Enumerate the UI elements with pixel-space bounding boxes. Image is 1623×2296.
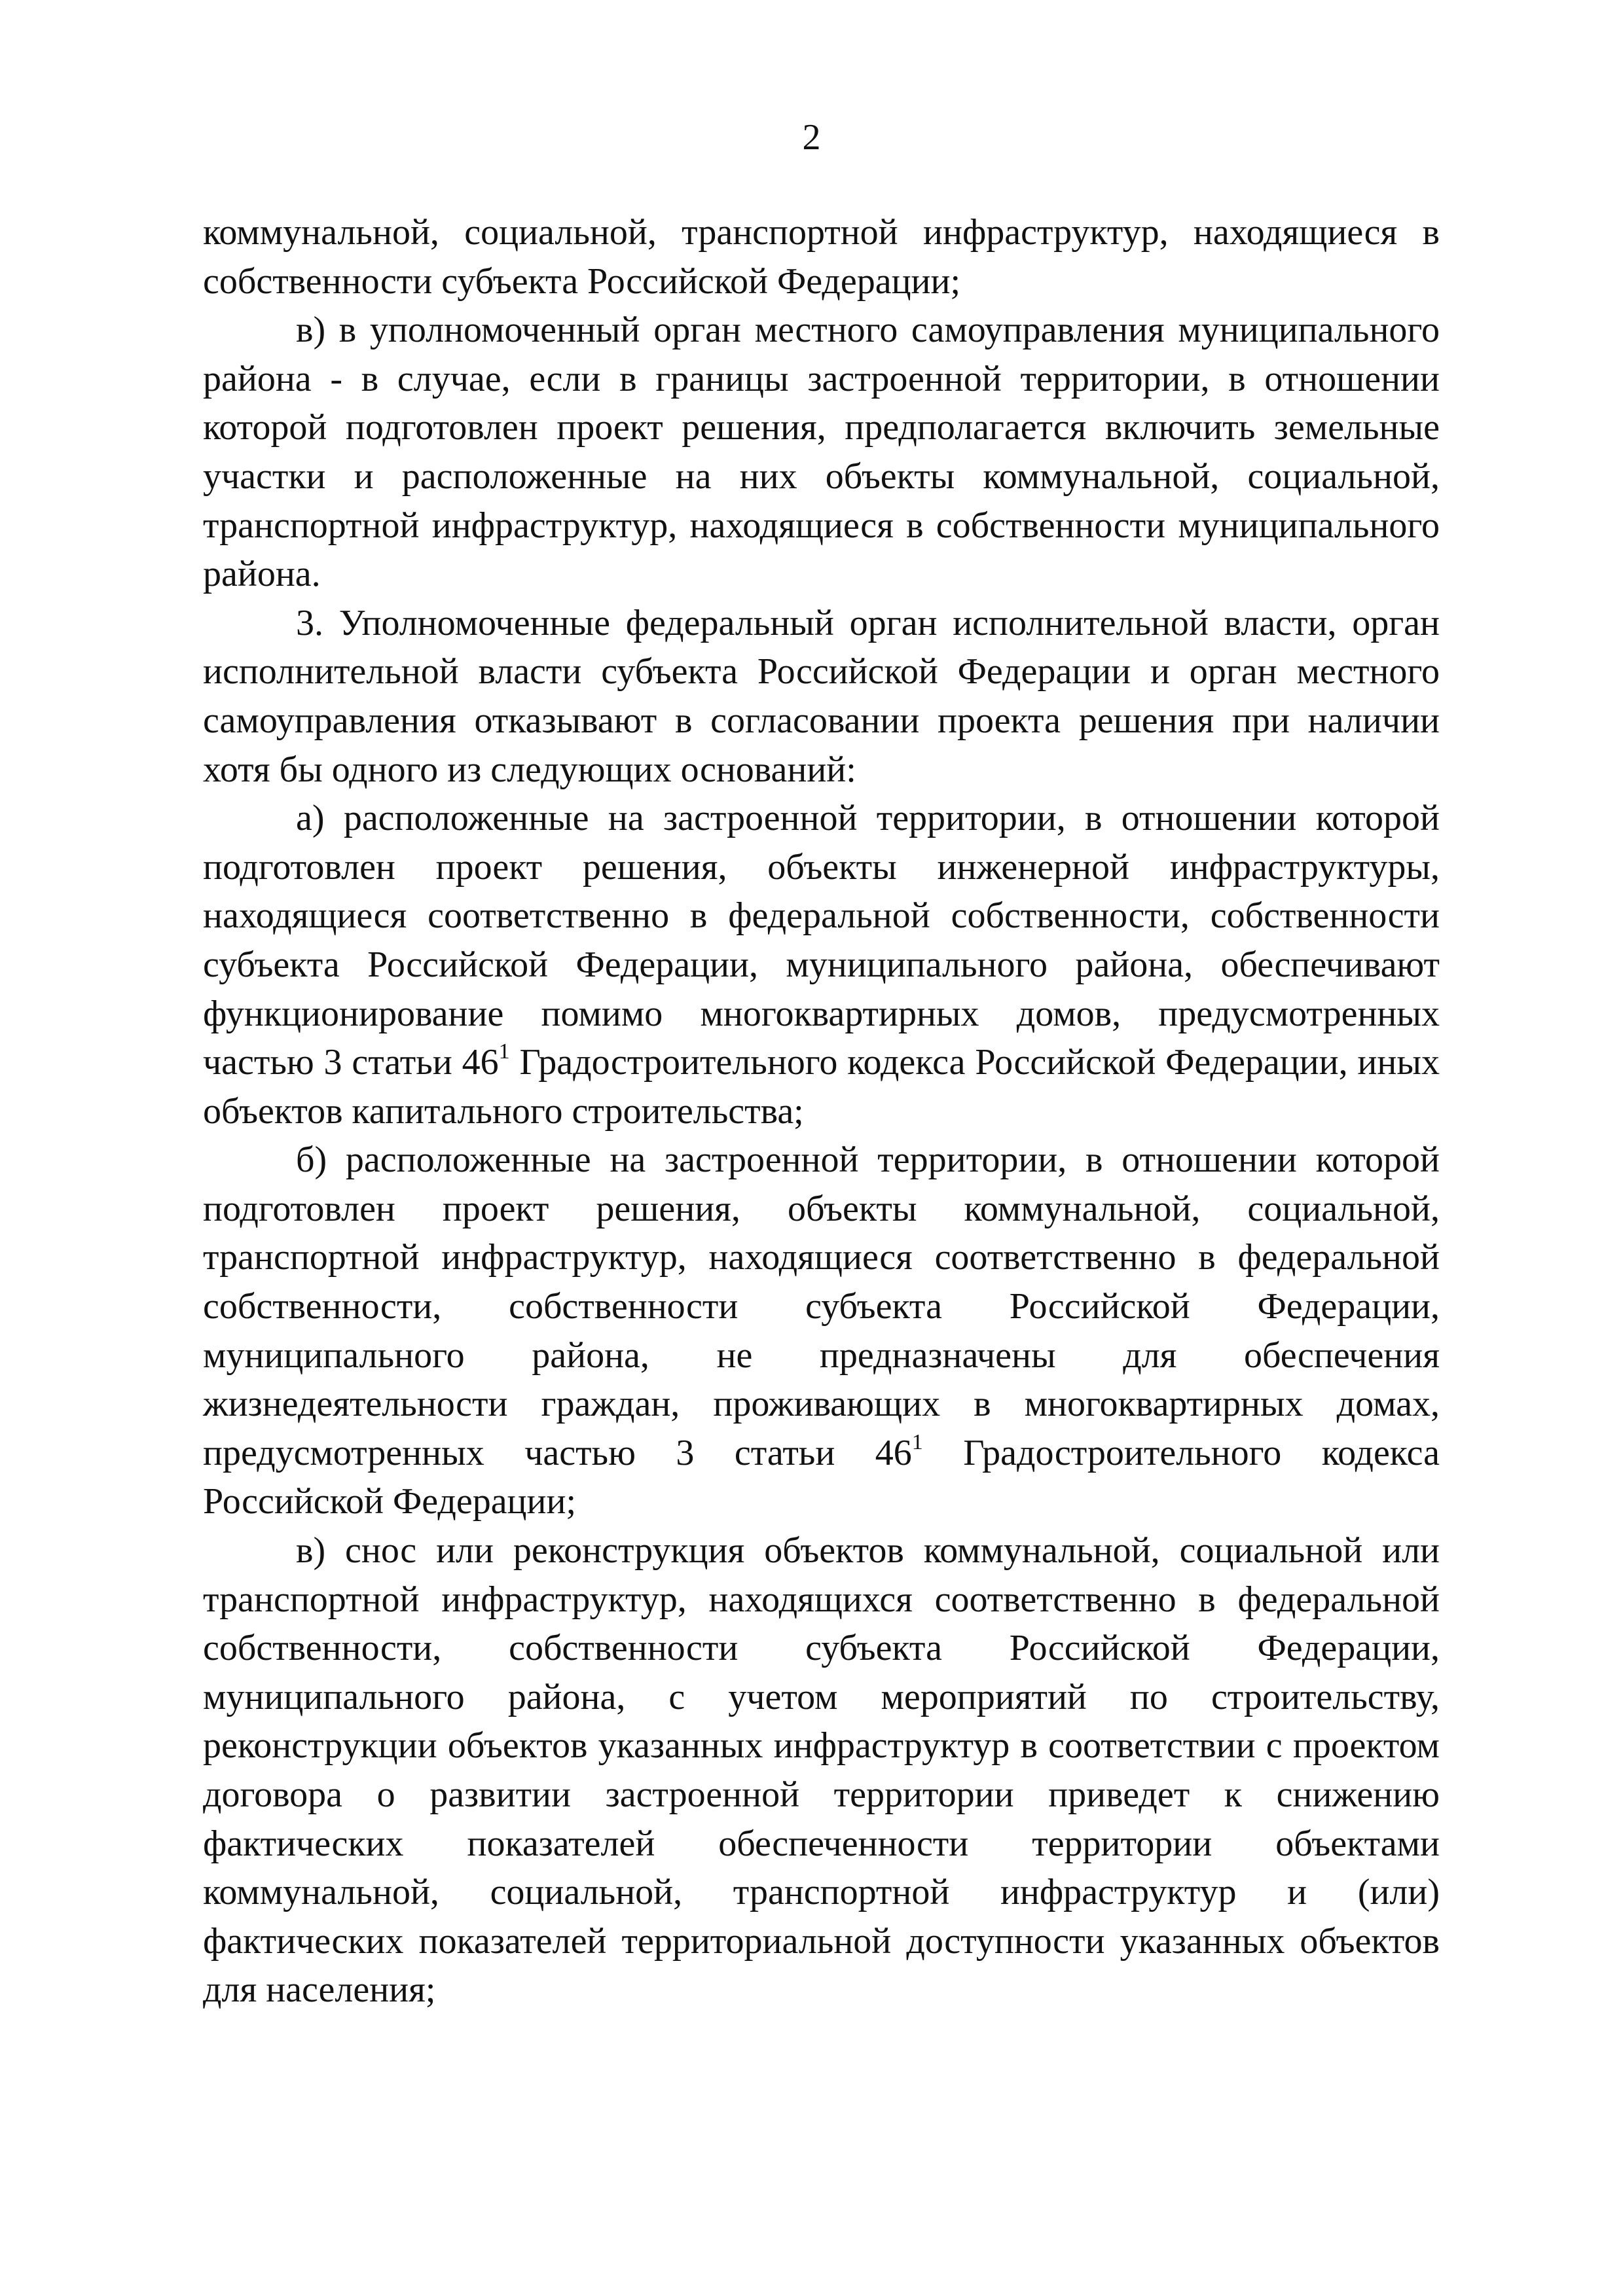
paragraph-item-a-text: а) расположенные на застроенной территории, в отношении которой подготовлен проект решения, объекты инженерной инфраструктуры, находящиеся соответственно в федеральной собственности, собственности субъекта Российской Федерации, муниципального района, обеспечивают функционирование помимо многоквартирных домов, предусмотренных частью 3 статьи 46 [203, 798, 1440, 1083]
page-number: 2 [802, 117, 821, 158]
paragraph-item-a [203, 794, 1440, 1136]
paragraph-item-b-text-end: Градостроительного кодекса Российской Федерации; [203, 1432, 1440, 1522]
paragraph-item-v-demolition: в) снос или реконструкция объектов коммунальной, социальной или транспортной инфраструктур, находящихся соответственно в федеральной собственности, собственности субъекта Российской Федерации, муниципального района, с учетом мероприятий по строительству, реконструкции объектов указанных инфраструктур в соответствии с проектом договора о развитии застроенной территории приведет к снижению фактических показателей обеспеченности территории объектами коммунальной, социальной, транспортной инфраструктур и (или) фактических показателей территориальной доступности указанных объектов для населения; [203, 1530, 1440, 2011]
paragraph-item-a-text-end: Градостроительного кодекса Российской Федерации, иных объектов капитального строительства; [203, 1042, 1440, 1132]
paragraph-clause-3: 3. Уполномоченные федеральный орган исполнительной власти, орган исполнительной власти субъекта Российской Федерации и орган местного самоуправления отказывают в согласовании проекта решения при наличии хотя бы одного из следующих оснований: [203, 602, 1440, 790]
document-body [203, 208, 1440, 2015]
superscript-mark: 1 [498, 1039, 510, 1064]
superscript-mark: 1 [911, 1429, 923, 1454]
paragraph-continuation: коммунальной, социальной, транспортной инфраструктур, находящиеся в собственности субъекта Российской Федерации; [203, 212, 1440, 302]
paragraph-item-b [203, 1136, 1440, 1526]
paragraph-item-v-municipal: в) в уполномоченный орган местного самоуправления муниципального района - в случае, если в границы застроенной территории, в отношении которой подготовлен проект решения, предполагается включить земельные участки и расположенные на них объекты коммунальной, социальной, транспортной инфраструктур, находящиеся в собственности муниципального района. [203, 310, 1440, 595]
paragraph-item-b-text: б) расположенные на застроенной территории, в отношении которой подготовлен проект решения, объекты коммунальной, социальной, транспортной инфраструктур, находящиеся соответственно в федеральной собственности, собственности субъекта Российской Федерации, муниципального района, не предназначены для обеспечения жизнедеятельности граждан, проживающих в многоквартирных домах, предусмотренных частью 3 статьи 46 [203, 1139, 1440, 1473]
